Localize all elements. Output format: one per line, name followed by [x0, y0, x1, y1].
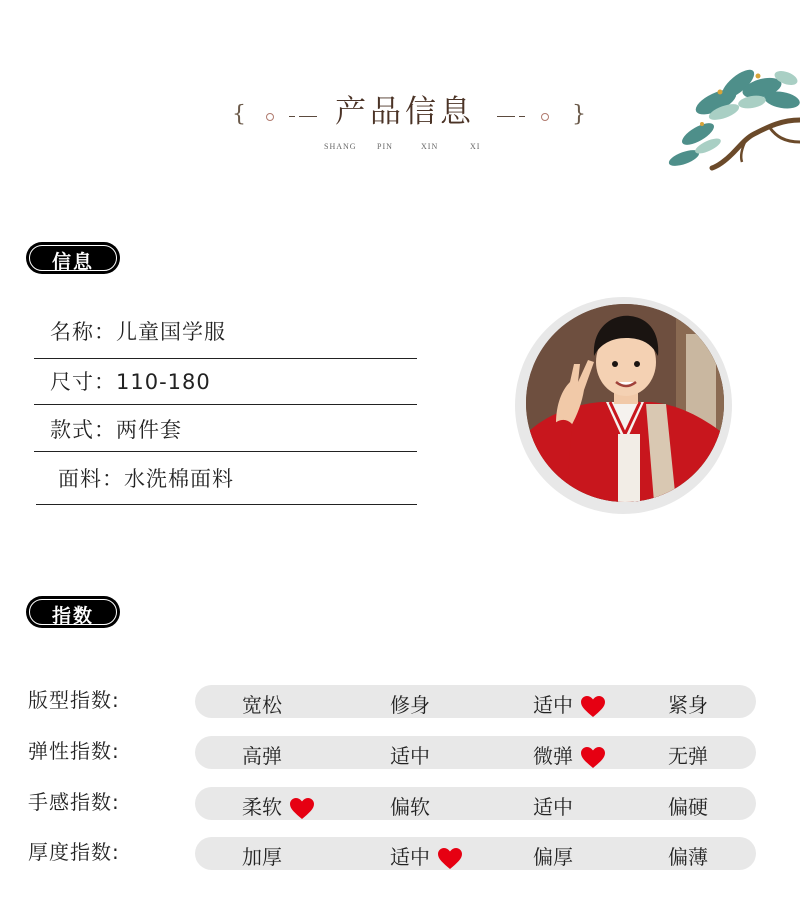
index-option — [668, 841, 708, 870]
index-option-bar — [195, 837, 756, 870]
index-option — [242, 841, 282, 870]
index-option-text: 偏软 — [390, 795, 430, 819]
pinyin-3: XIN — [421, 142, 439, 151]
index-option-text: 紧身 — [668, 693, 708, 717]
divider — [34, 358, 417, 359]
pinyin-2: PIN — [377, 142, 393, 151]
selected-heart-icon — [290, 798, 314, 820]
index-option-text: 适中 — [390, 744, 430, 768]
ornament-dot-right — [541, 113, 549, 121]
divider — [36, 504, 417, 505]
index-option — [242, 689, 282, 718]
right-brace: } — [572, 102, 586, 127]
selected-heart-icon — [581, 747, 605, 769]
info-fabric: 面料：水洗棉面料 — [58, 467, 234, 491]
index-option-text: 偏薄 — [668, 845, 708, 869]
index-row-label: 手感指数: — [28, 790, 120, 814]
index-option-bar — [195, 787, 756, 820]
pinyin-1: SHANG — [324, 142, 357, 151]
index-option-text: 适中 — [390, 845, 430, 869]
index-row-label: 版型指数: — [28, 688, 120, 712]
left-brace: { — [232, 102, 246, 127]
ornament-dot-left — [266, 113, 274, 121]
index-option-text: 偏硬 — [668, 795, 708, 819]
index-option — [242, 791, 314, 820]
index-option — [533, 841, 573, 870]
index-option-text: 高弹 — [242, 744, 282, 768]
index-option — [242, 740, 282, 769]
page-title: 产品信息 — [335, 94, 475, 130]
index-option — [533, 791, 573, 820]
index-section-label: 指数 — [26, 596, 120, 628]
index-option — [390, 791, 430, 820]
dash-left-long — [299, 116, 317, 117]
index-row-label: 弹性指数: — [28, 739, 120, 763]
pinyin-4: XI — [470, 142, 481, 151]
dash-right-long — [497, 116, 515, 117]
index-option — [390, 841, 462, 870]
index-option-text: 宽松 — [242, 693, 282, 717]
index-option — [668, 740, 708, 769]
info-size: 尺寸：110-180 — [50, 370, 211, 394]
index-option — [533, 689, 605, 718]
header-banner — [0, 0, 800, 190]
boy-hanfu-illustration-icon — [526, 304, 724, 502]
index-option — [390, 740, 430, 769]
index-option-text: 柔软 — [242, 795, 282, 819]
index-option-text: 加厚 — [242, 845, 282, 869]
info-section-label: 信息 — [26, 242, 120, 274]
index-option-text: 适中 — [533, 795, 573, 819]
index-option-text: 适中 — [533, 693, 573, 717]
selected-heart-icon — [438, 848, 462, 870]
dash-right-short — [519, 116, 525, 117]
index-option-text: 修身 — [390, 693, 430, 717]
index-option — [390, 689, 430, 718]
pine-branch-decoration-icon — [662, 62, 800, 178]
index-option-bar — [195, 685, 756, 718]
divider — [34, 404, 417, 405]
dash-left-short — [289, 116, 295, 117]
divider — [34, 451, 417, 452]
index-option-text: 无弹 — [668, 744, 708, 768]
index-option-text: 微弹 — [533, 744, 573, 768]
selected-heart-icon — [581, 696, 605, 718]
index-option — [668, 791, 708, 820]
product-photo — [526, 304, 724, 502]
info-style: 款式：两件套 — [50, 418, 182, 442]
index-row-label: 厚度指数: — [28, 840, 120, 864]
index-option — [668, 689, 708, 718]
index-option-bar — [195, 736, 756, 769]
info-name: 名称：儿童国学服 — [50, 320, 226, 344]
index-option — [533, 740, 605, 769]
index-option-text: 偏厚 — [533, 845, 573, 869]
